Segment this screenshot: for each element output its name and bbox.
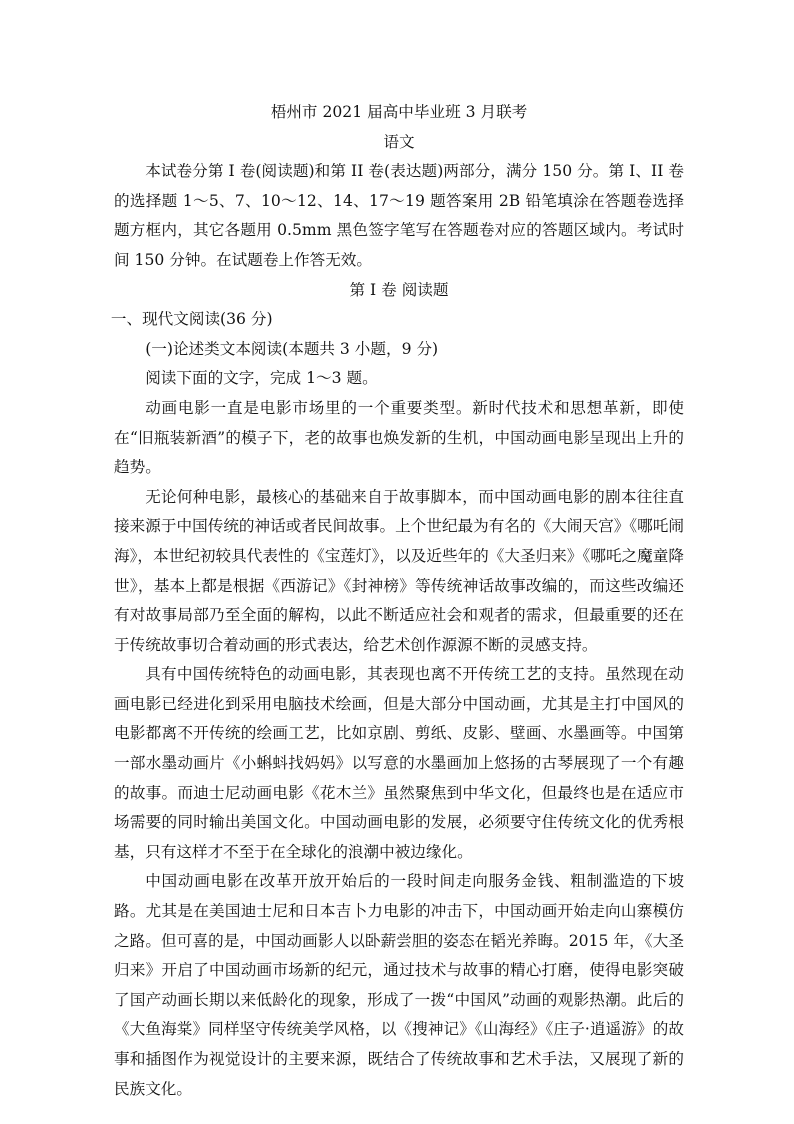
exam-title: 梧州市 2021 届高中毕业班 3 月联考 [270,103,528,121]
passage-paragraph-1: 动画电影一直是电影市场里的一个重要类型。新时代技术和思想革新，即使在“旧瓶装新酒”的模子下，老的故事也焕发新的生机，中国动画电影呈现出上升的趋势。 [114,398,684,477]
exam-instructions: 本试卷分第 I 卷(阅读题)和第 II 卷(表达题)两部分，满分 150 分。第 I、II 卷的选择题 1～5、7、10～12、14、17～19 题答案用 2B 铅笔填涂在答题卷选择题方框内，其它各题用 0.5mm 黑色签字笔写在答题卷对应的答题区域内。考试时间 150 分钟。在试题卷上作答无效。 [114,162,684,269]
subject-title: 语文 [383,132,415,151]
part-one-heading: 一、现代文阅读(36 分) [110,310,273,329]
reading-prompt: 阅读下面的文字，完成 1～3 题。 [145,369,378,388]
subsection-heading: (一)论述类文本阅读(本题共 3 小题，9 分) [145,339,439,358]
passage-paragraph-3: 具有中国传统特色的动画电影，其表现也离不开传统工艺的支持。虽然现在动画电影已经进化到采用电脑技术绘画，但是大部分中国动画，尤其是主打中国风的电影都离不开传统的绘画工艺，比如京剧、剪纸、皮影、壁画、水墨画等。中国第一部水墨动画片《小蝌蚪找妈妈》以写意的水墨画加上悠扬的古琴展现了一个有趣的故事。而迪士尼动画电影《花木兰》虽然聚焦到中华文化，但最终也是在适应市场需要的同时输出美国文化。中国动画电影的发展，必须要守住传统文化的优秀根基，只有这样才不至于在全球化的浪潮中被边缘化。 [114,665,684,861]
passage-paragraph-4: 中国动画电影在改革开放开始后的一段时间走向服务金钱、粗制滥造的下坡路。尤其是在美国迪士尼和日本吉卜力电影的冲击下，中国动画开始走向山寨模仿之路。但可喜的是，中国动画影人以卧薪尝胆的姿态在韬光养晦。2015 年，《大圣归来》开启了中国动画市场新的纪元，通过技术与故事的精心打磨，使得电影突破了国产动画长期以来低龄化的现象，形成了一拨“中国风”动画的观影热潮。此后的《大鱼海棠》同样坚守传统美学风格，以《搜神记》《山海经》《庄子·逍遥游》的故事和插图作为视觉设计的主要来源，既结合了传统故事和艺术手法，又展现了新的民族文化。 [114,872,684,1098]
page-content [110,98,684,1104]
volume-title: 第 I 卷 阅读题 [349,280,449,299]
passage-paragraph-2: 无论何种电影，最核心的基础来自于故事脚本，而中国动画电影的剧本往往直接来源于中国传统的神话或者民间故事。上个世纪最为有名的《大闹天宫》《哪吒闹海》，本世纪初较具代表性的《宝莲灯》，以及近些年的《大圣归来》《哪吒之魔童降世》，基本上都是根据《西游记》《封神榜》等传统神话故事改编的，而这些改编还有对故事局部乃至全面的解构，以此不断适应社会和观者的需求，但最重要的还在于传统故事切合着动画的形式表达，给艺术创作源源不断的灵感支持。 [114,487,684,654]
